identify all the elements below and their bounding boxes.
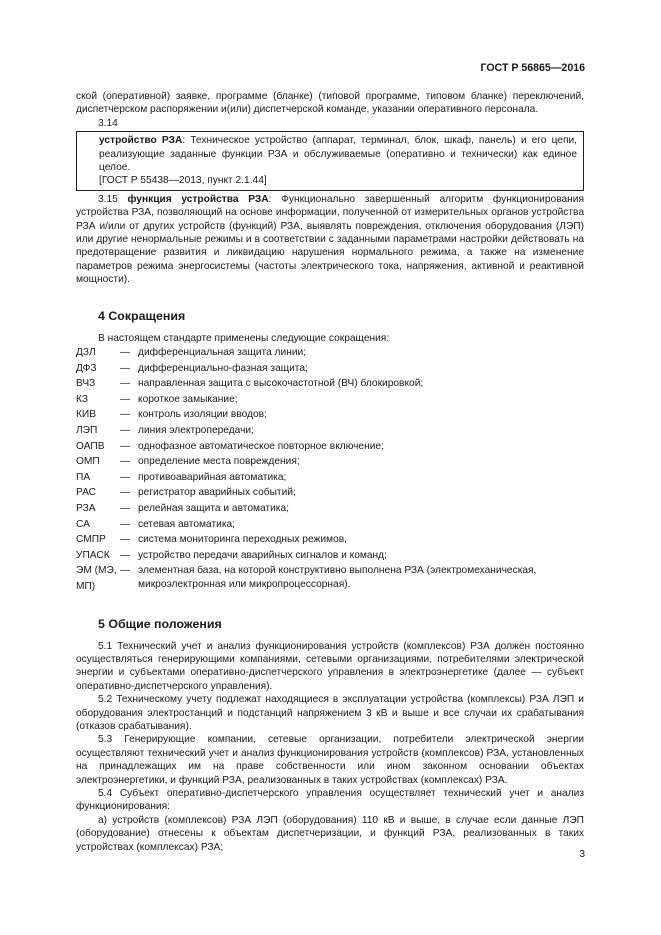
term-3-14-definition: : Техническое устройство (аппарат, терминал, блок, шкаф, панель) и его цепи, реализующие заданные функции РЗА и обслуживаемые (оперативно и технически) как единое целое. bbox=[99, 135, 578, 174]
section-4-intro: В настоящем стандарте применены следующие сокращения: bbox=[98, 332, 390, 344]
clause-3-15-definition: : Функционально завершенный алгоритм функционирования устройства РЗА, позволяющий на основе информации, полученной от измерительных органов устройства РЗА и/или от других устройств (функций) РЗА, выявлять повреждения, отключения оборудования (ЛЭП) или другие ненормальные режимы и в соответствии с заданными параметрами настройки действовать на предотвращение развития и ликвидацию нарушения нормального режима, а также на изменение параметров режима энергосистемы (частоты электрического тока, напряжения, активной и реактивной мощности). bbox=[76, 193, 585, 286]
abbreviation-definition: релейная защита и автоматика; bbox=[138, 503, 289, 515]
abbreviation-definition: сетевая автоматика; bbox=[138, 518, 235, 530]
abbreviation-term: РАС bbox=[76, 487, 97, 499]
abbreviation-row bbox=[76, 563, 584, 594]
term-3-14-source: [ГОСТ Р 55438—2013, пункт 2.1.44] bbox=[99, 175, 267, 187]
abbreviation-dash: — bbox=[120, 378, 131, 390]
page-content bbox=[76, 90, 584, 854]
abbreviation-definition: направленная защита с высокочастотной (ВЧ) блокировкой; bbox=[138, 378, 424, 390]
paragraph-5-2: 5.2 Техническому учету подлежат находящиеся в эксплуатации устройства (комплексы) РЗА ЛЭП и оборудования электростанций и подстанций напряжением 3 кВ и выше и все случаи их срабатывания (отказов срабатывания). bbox=[76, 694, 584, 733]
abbreviation-definition: линия электропередачи; bbox=[138, 425, 254, 437]
term-definition-box bbox=[76, 131, 584, 191]
abbreviation-dash: — bbox=[120, 456, 131, 468]
clause-3-14-number: 3.14 bbox=[98, 117, 118, 129]
paragraph-5-4: 5.4 Субъект оперативно-диспетчерского управления осуществляет технический учет и анализ функционирования: bbox=[76, 788, 584, 813]
clause-3-15-number: 3.15 bbox=[98, 193, 118, 205]
abbreviation-term: ПА bbox=[76, 471, 91, 483]
abbreviation-dash: — bbox=[120, 440, 131, 452]
abbreviation-row bbox=[76, 439, 584, 455]
abbreviation-row bbox=[76, 470, 584, 486]
abbreviation-term: КИВ bbox=[76, 409, 97, 421]
abbreviation-dash: — bbox=[120, 347, 131, 359]
abbreviation-row bbox=[76, 376, 584, 392]
abbreviation-dash: — bbox=[120, 549, 131, 561]
abbreviation-definition: дифференциальная защита линии; bbox=[138, 347, 307, 359]
abbreviation-row bbox=[76, 485, 584, 501]
abbreviation-definition: система мониторинга переходных режимов, bbox=[138, 534, 347, 546]
continuation-paragraph: ской (оперативной) заявке, программе (бланке) (типовой программе, типовом бланке) переключений, диспетчерском распоряжении и(или) диспетчерской команде, указании оперативного персонала. bbox=[76, 91, 584, 116]
abbreviation-row bbox=[76, 548, 584, 564]
abbreviation-term: ЛЭП bbox=[76, 425, 98, 437]
abbreviation-dash: — bbox=[120, 565, 131, 577]
abbreviation-term: ОАПВ bbox=[76, 440, 105, 452]
abbreviation-dash: — bbox=[120, 409, 131, 421]
abbreviation-term: ДЗЛ bbox=[76, 347, 96, 359]
abbreviation-dash: — bbox=[120, 534, 131, 546]
abbreviation-definition: дифференциально-фазная защита; bbox=[138, 362, 308, 374]
abbreviation-row bbox=[76, 517, 584, 533]
abbreviation-definition: определение места повреждения; bbox=[138, 456, 300, 468]
abbreviation-row bbox=[76, 392, 584, 408]
abbreviation-term: ВЧЗ bbox=[76, 378, 96, 390]
abbreviation-term: ЭМ (МЭ, МП) bbox=[76, 565, 117, 592]
abbreviation-definition: однофазное автоматическое повторное включение; bbox=[138, 440, 384, 452]
abbreviation-row bbox=[76, 454, 584, 470]
abbreviation-definition: элементная база, на которой конструктивно выполнена РЗА (электромеханическая, микроэлектронная или микропроцессорная). bbox=[138, 565, 537, 590]
abbreviation-term: УПАСК bbox=[76, 549, 110, 561]
abbreviation-row bbox=[76, 532, 584, 548]
paragraph-5-1: 5.1 Технический учет и анализ функционирования устройств (комплексов) РЗА должен постоянно осуществляться генерирующими компаниями, сетевыми организациями, потребителями электрической энергии и субъектами оперативно-диспетчерского управления в электроэнергетике (далее — субъект оперативно-диспетчерского управления). bbox=[76, 640, 584, 692]
clause-3-15 bbox=[76, 193, 584, 287]
abbreviation-term: СА bbox=[76, 518, 90, 530]
term-3-14-term: устройство РЗА bbox=[99, 135, 183, 147]
abbreviation-row bbox=[76, 501, 584, 517]
abbreviation-dash: — bbox=[120, 362, 131, 374]
abbreviation-dash: — bbox=[120, 425, 131, 437]
abbreviation-row bbox=[76, 423, 584, 439]
abbreviation-row bbox=[76, 345, 584, 361]
abbreviation-term: РЗА bbox=[76, 503, 96, 515]
clause-3-15-term: функция устройства РЗА bbox=[127, 193, 269, 205]
section-4-heading: 4 Сокращения bbox=[98, 308, 186, 323]
abbreviation-list bbox=[76, 345, 584, 595]
section-5-heading: 5 Общие положения bbox=[98, 616, 222, 631]
abbreviation-definition: короткое замыкание; bbox=[138, 393, 238, 405]
abbreviation-dash: — bbox=[120, 487, 131, 499]
abbreviation-definition: регистратор аварийных событий; bbox=[138, 487, 296, 499]
abbreviation-definition: устройство передачи аварийных сигналов и команд; bbox=[138, 549, 387, 561]
abbreviation-term: КЗ bbox=[76, 393, 88, 405]
abbreviation-dash: — bbox=[120, 518, 131, 530]
abbreviation-dash: — bbox=[120, 471, 131, 483]
abbreviation-definition: противоаварийная автоматика; bbox=[138, 471, 287, 483]
abbreviation-term: ДФЗ bbox=[76, 362, 97, 374]
document-header: ГОСТ Р 56865—2016 bbox=[480, 62, 585, 74]
abbreviation-term: СМПР bbox=[76, 534, 106, 546]
abbreviation-term: ОМП bbox=[76, 456, 100, 468]
abbreviation-dash: — bbox=[120, 503, 131, 515]
paragraph-5-4-a: а) устройств (комплексов) РЗА ЛЭП (оборудования) 110 кВ и выше, в случае если данные ЛЭП (оборудование) отнесены к объектам диспетчеризации, и функций РЗА, реализованных в таких устройствах (комплексах) РЗА; bbox=[76, 814, 584, 853]
term-3-14-text bbox=[99, 134, 577, 174]
abbreviation-row bbox=[76, 361, 584, 377]
page-number: 3 bbox=[579, 849, 585, 860]
paragraph-5-3: 5.3 Генерирующие компании, сетевые организации, потребители электрической энергии осуществляют технический учет и анализ функционирования устройств (комплексов) РЗА, установленных на принадлежащих им на праве собственности или ином законном основании объектах электроэнергетики, и функций РЗА, реализованных в таких устройствах (комплексах) РЗА. bbox=[76, 734, 584, 786]
abbreviation-definition: контроль изоляции вводов; bbox=[138, 409, 267, 421]
abbreviation-dash: — bbox=[120, 393, 131, 405]
abbreviation-row bbox=[76, 407, 584, 423]
